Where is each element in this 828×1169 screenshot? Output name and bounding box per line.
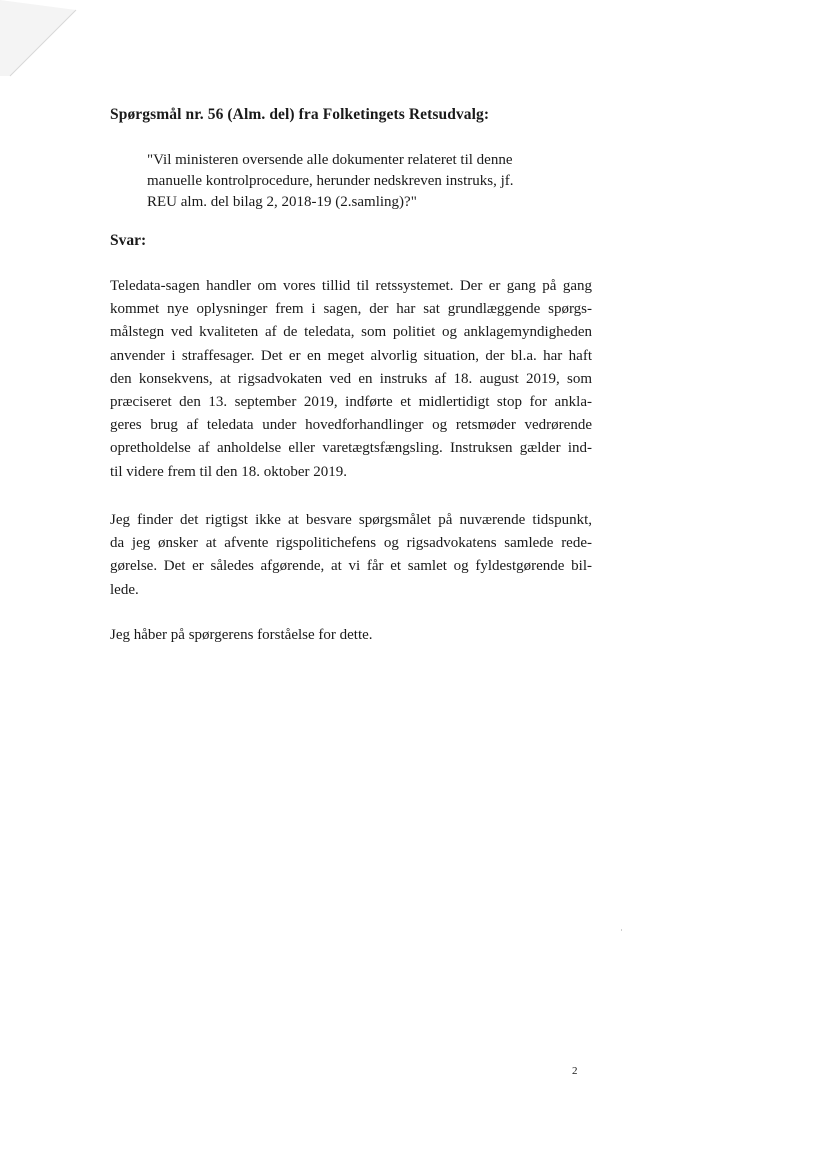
- question-heading: Spørgsmål nr. 56 (Alm. del) fra Folketingets Retsudvalg:: [110, 106, 490, 123]
- answer-paragraph: [110, 275, 592, 484]
- answer-paragraph: [110, 509, 592, 602]
- paragraph-line: Jeg finder det rigtigst ikke at besvare spørgsmålet på nuværende tidspunkt,: [110, 512, 592, 528]
- paragraph-line: kommet nye oplysninger frem i sagen, der har sat grundlæggende spørgs-: [110, 301, 592, 318]
- scan-speck: [621, 929, 622, 931]
- paragraph-line: Teledata-sagen handler om vores tillid til retssystemet. Der er gang på gang: [110, 278, 592, 294]
- paragraph-line: opretholdelse af anholdelse eller varetægtsfængsling. Instruksen gælder ind-: [110, 440, 592, 457]
- paragraph-line: til videre frem til den 18. oktober 2019.: [110, 463, 348, 480]
- paragraph-line: Jeg håber på spørgerens forståelse for dette.: [110, 627, 373, 643]
- paragraph-line: den konsekvens, at rigsadvokaten ved en instruks af 18. august 2019, som: [110, 370, 592, 387]
- paragraph-line: målstegn ved kvaliteten af de teledata, som politiet og anklagemyndigheden: [110, 324, 592, 341]
- paragraph-line: anvender i straffesager. Det er en meget alvorlig situation, der bl.a. har haft: [110, 347, 592, 364]
- answer-paragraph: [110, 624, 592, 647]
- question-line: manuelle kontrolprocedure, herunder nedskreven instruks, jf.: [147, 173, 514, 189]
- page-corner-fold-mark: [0, 0, 80, 80]
- page-number: 2: [572, 1065, 578, 1077]
- question-line: REU alm. del bilag 2, 2018-19 (2.samling)?": [147, 194, 417, 210]
- paragraph-line: da jeg ønsker at afvente rigspolitichefens og rigsadvokatens samlede rede-: [110, 535, 592, 552]
- paragraph-line: gørelse. Det er således afgørende, at vi får et samlet og fyldestgørende bil-: [110, 558, 592, 575]
- question-line: "Vil ministeren oversende alle dokumenter relateret til denne: [147, 152, 513, 168]
- paragraph-line: geres brug af teledata under hovedforhandlinger og retsmøder vedrørende: [110, 417, 592, 434]
- paragraph-line: præciseret den 13. september 2019, indførte et midlertidigt stop for ankla-: [110, 394, 592, 411]
- question-quote: [147, 150, 567, 213]
- answer-label: Svar:: [110, 232, 147, 249]
- paragraph-line: lede.: [110, 581, 139, 598]
